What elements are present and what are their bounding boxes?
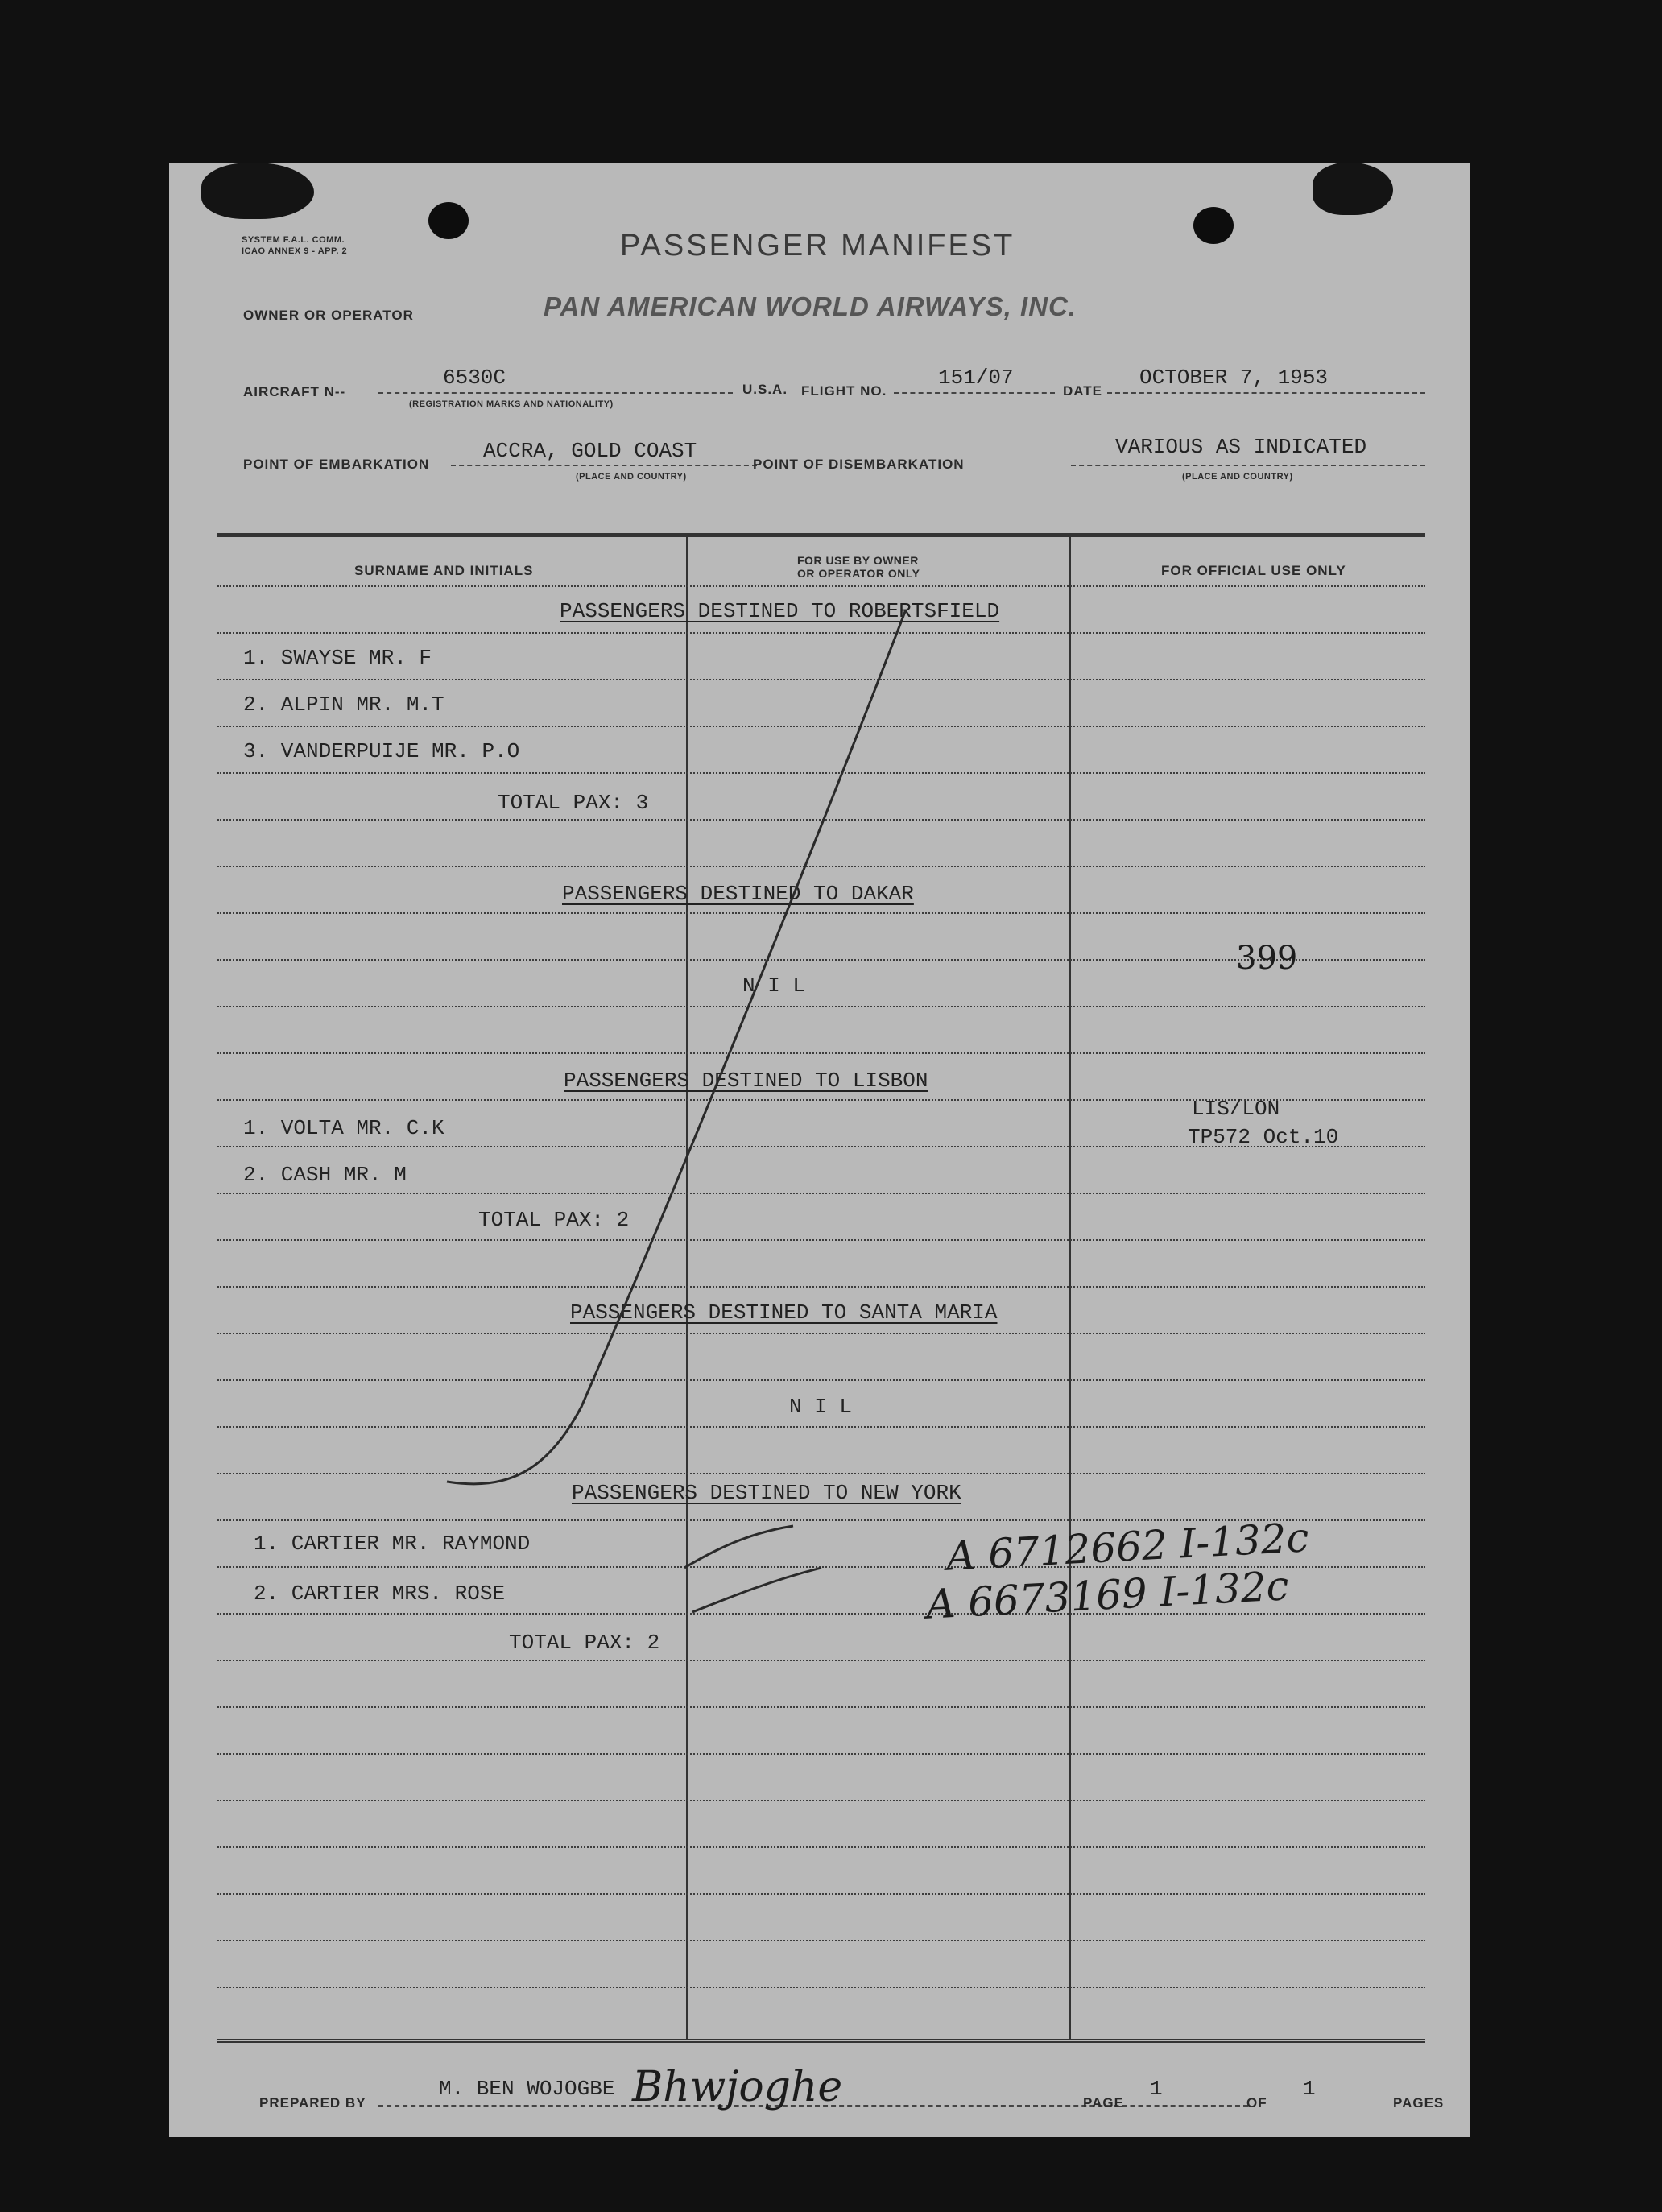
col-header-surname: SURNAME AND INITIALS xyxy=(354,563,534,578)
section-total: TOTAL PAX: 2 xyxy=(478,1208,630,1232)
of-label: OF xyxy=(1246,2095,1267,2111)
page-title: PASSENGER MANIFEST xyxy=(620,229,1015,263)
signature: Bhwjoghe xyxy=(632,2063,843,2111)
flight-value: 151/07 xyxy=(938,366,1014,390)
col-header-owner-line2: OR OPERATOR ONLY xyxy=(797,567,920,580)
col-header-owner-line1: FOR USE BY OWNER xyxy=(797,554,919,567)
manifest-sheet xyxy=(169,163,1470,2137)
col-header-official: FOR OFFICIAL USE ONLY xyxy=(1161,563,1346,578)
passenger-entry: 1. SWAYSE MR. F xyxy=(243,646,432,670)
embark-place-note: (PLACE AND COUNTRY) xyxy=(576,472,687,482)
section-heading: PASSENGERS DESTINED TO SANTA MARIA xyxy=(570,1300,998,1325)
usa-label: U.S.A. xyxy=(742,382,788,397)
passenger-entry: 2. CASH MR. M xyxy=(243,1163,407,1187)
aircraft-value: 6530C xyxy=(443,366,506,390)
handwritten-ticket-1: A 6712662 I-132c xyxy=(945,1514,1310,1580)
disembark-label: POINT OF DISEMBARKATION xyxy=(753,457,965,472)
passenger-entry: 1. VOLTA MR. C.K xyxy=(243,1116,444,1140)
prepared-label: PREPARED BY xyxy=(259,2095,366,2111)
owner-label: OWNER OR OPERATOR xyxy=(243,308,414,323)
handwritten-ticket-2: A 6673169 I-132c xyxy=(924,1562,1290,1628)
passenger-entry: 3. VANDERPUIJE MR. P.O xyxy=(243,739,520,763)
nil-entry: N I L xyxy=(789,1395,853,1419)
disembark-place-note: (PLACE AND COUNTRY) xyxy=(1182,472,1293,482)
embark-value: ACCRA, GOLD COAST xyxy=(483,439,697,463)
nil-entry: N I L xyxy=(742,974,806,998)
aircraft-label: AIRCRAFT N-- xyxy=(243,384,346,399)
section-heading: PASSENGERS DESTINED TO NEW YORK xyxy=(572,1481,961,1505)
date-label: DATE xyxy=(1063,383,1103,399)
official-note-line1: LIS/LON xyxy=(1192,1097,1280,1121)
passenger-entry: 2. CARTIER MRS. ROSE xyxy=(254,1581,506,1606)
official-note-line2: TP572 Oct.10 xyxy=(1188,1125,1339,1149)
section-heading: PASSENGERS DESTINED TO LISBON xyxy=(564,1069,928,1093)
form-reference-line2: ICAO ANNEX 9 - APP. 2 xyxy=(242,246,348,256)
pen-strokes xyxy=(169,163,1470,2137)
owner-value: PAN AMERICAN WORLD AIRWAYS, INC. xyxy=(544,291,1077,321)
date-value: OCTOBER 7, 1953 xyxy=(1139,366,1329,390)
page-label: PAGE xyxy=(1083,2095,1124,2111)
passenger-entry: 2. ALPIN MR. M.T xyxy=(243,693,444,717)
flight-label: FLIGHT NO. xyxy=(801,383,887,399)
official-note-399: 399 xyxy=(1236,940,1298,977)
pages-label: PAGES xyxy=(1393,2095,1445,2111)
embark-label: POINT OF EMBARKATION xyxy=(243,457,430,472)
section-heading: PASSENGERS DESTINED TO ROBERTSFIELD xyxy=(560,599,1000,623)
page-value: 1 xyxy=(1150,2077,1163,2101)
passenger-entry: 1. CARTIER MR. RAYMOND xyxy=(254,1532,531,1556)
form-reference-line1: SYSTEM F.A.L. COMM. xyxy=(242,235,345,245)
registration-note: (REGISTRATION MARKS AND NATIONALITY) xyxy=(409,399,614,409)
disembark-value: VARIOUS AS INDICATED xyxy=(1115,435,1367,459)
prepared-value: M. BEN WOJOGBE xyxy=(439,2077,615,2101)
of-value: 1 xyxy=(1303,2077,1316,2101)
section-heading: PASSENGERS DESTINED TO DAKAR xyxy=(562,882,914,906)
section-total: TOTAL PAX: 2 xyxy=(509,1631,660,1655)
section-total: TOTAL PAX: 3 xyxy=(498,791,649,815)
